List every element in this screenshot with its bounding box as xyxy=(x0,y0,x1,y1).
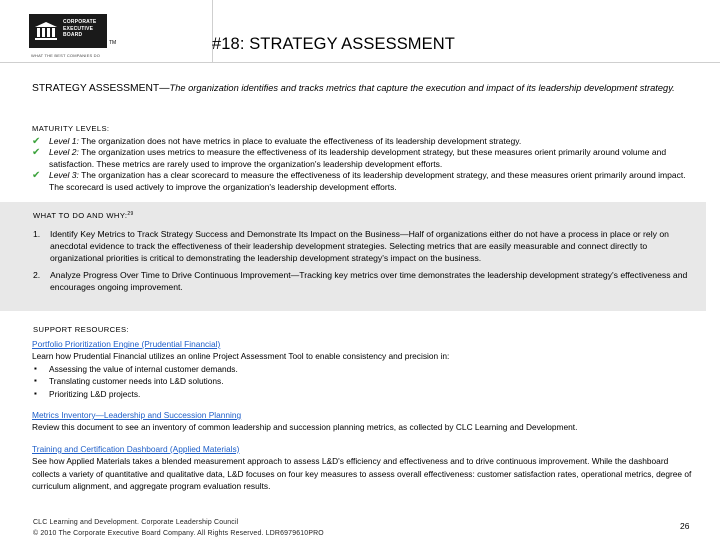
resource-description: See how Applied Materials takes a blended measurement approach to assess L&D's efficiency and effectiveness and to drive continuous improvement. While the dashboard collects a variety of quantitative and qualitative data, L&D focuses on four key measures to assess overall effectiveness: customer satisfaction rates, operational metrics, degree of curriculum alignment, and aggregate program evaluation results. xyxy=(32,456,692,492)
bullet-icon: ▪ xyxy=(34,388,37,398)
company-logo xyxy=(29,14,107,48)
resource-item xyxy=(32,443,697,493)
tagline: WHAT THE BEST COMPANIES DO xyxy=(31,53,101,58)
footer-line-1: CLC Learning and Development. Corporate Leadership Council xyxy=(33,519,239,526)
check-icon: ✔ xyxy=(32,147,41,159)
maturity-level-3: ✔ Level 3: The organization has a clear scorecard to measure the effectiveness of its leadership development strategy, and these measures orient primarily around impact. The scorecard is used actively to improve the organization's leadership development efforts. xyxy=(32,170,686,192)
footnote-ref: 29 xyxy=(127,211,134,217)
intro-description: The organization identifies and tracks metrics that capture the execution and impact of its leadership development strategy. xyxy=(169,83,675,93)
bullet-icon: ▪ xyxy=(34,363,37,373)
resource-link-dashboard[interactable]: Training and Certification Dashboard (Applied Materials) xyxy=(32,443,240,454)
footer-copyright: © 2010 The Corporate Executive Board Company. All Rights Reserved. LDR6979610PRO xyxy=(33,530,324,537)
footer xyxy=(33,517,324,539)
header-rule xyxy=(0,62,720,63)
maturity-level-2: ✔ Level 2: The organization uses metrics to measure the effectiveness of its leadership development strategy, but these measures orient primarily around volume and satisfaction. These metrics are rarely used to improve the organization's leadership development efforts. xyxy=(32,147,667,169)
bullet-icon: ▪ xyxy=(34,376,37,386)
resource-bullet: ▪ Translating customer needs into L&D solutions. xyxy=(34,376,224,387)
what-to-do-list xyxy=(33,228,693,298)
maturity-heading: MATURITY LEVELS: xyxy=(32,124,110,133)
resource-description: Learn how Prudential Financial utilizes an online Project Assessment Tool to enable consistency and precision in: xyxy=(32,351,450,362)
maturity-level-1: ✔ Level 1: The organization does not have metrics in place to evaluate the effectiveness of its leadership development strategy. xyxy=(32,136,522,147)
trademark: TM xyxy=(109,40,117,46)
resource-item xyxy=(32,338,697,400)
what-to-do-item: 1. Identify Key Metrics to Track Strategy Success and Demonstrate Its Impact on the Business—Half of organizations either do not have a process in place or rely on anecdotal evidence to track the effectiveness of their leadership development strategies. Selecting metrics that are easily measurable and connect directly to organizational priorities is critical to demonstrating the leadership development strategy's impact on the business. xyxy=(33,229,669,264)
support-resources xyxy=(32,338,697,501)
resource-link-metrics-inventory[interactable]: Metrics Inventory—Leadership and Succession Planning xyxy=(32,410,242,421)
resource-link-portfolio[interactable]: Portfolio Prioritization Engine (Prudential Financial) xyxy=(32,339,221,349)
resource-item xyxy=(32,409,697,434)
what-to-do-item: 2. Analyze Progress Over Time to Drive Continuous Improvement—Tracking key metrics over time demonstrates the leadership development strategy's effectiveness and encourages ongoing improvement. xyxy=(33,270,688,293)
resource-bullet: ▪ Prioritizing L&D projects. xyxy=(34,388,141,399)
logo-text: CORPORATE EXECUTIVE BOARD xyxy=(63,19,97,38)
intro-lead: STRATEGY ASSESSMENT— xyxy=(32,83,170,94)
support-heading: SUPPORT RESOURCES: xyxy=(33,325,129,334)
page-title: #18: STRATEGY ASSESSMENT xyxy=(212,35,455,53)
page-number: 26 xyxy=(680,521,690,531)
what-to-do-heading: WHAT TO DO AND WHY:$^{29}$ xyxy=(33,211,134,220)
resource-bullet: ▪ Assessing the value of internal customer demands. xyxy=(34,363,238,374)
intro-paragraph xyxy=(32,82,692,96)
check-icon: ✔ xyxy=(32,170,41,182)
resource-description: Review this document to see an inventory of common leadership and succession planning metrics, as collected by CLC Learning and Development. xyxy=(32,422,578,433)
check-icon: ✔ xyxy=(32,136,41,147)
building-icon xyxy=(35,22,57,40)
maturity-levels xyxy=(32,136,692,193)
